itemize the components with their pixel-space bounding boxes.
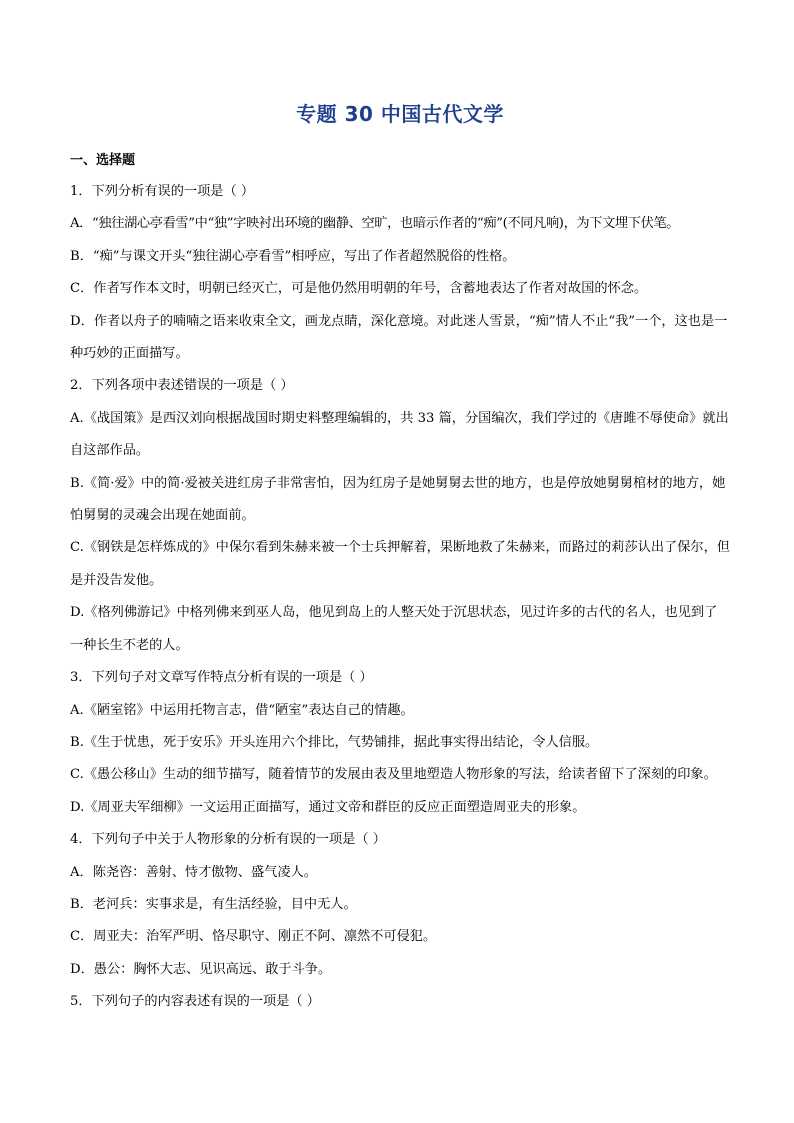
question-2-option-d: D.《格列佛游记》中格列佛来到巫人岛，他见到岛上的人整天处于沉思状态，见过许多的古代的名人，也见到了一种长生不老的人。 [70,605,718,653]
question-4 [70,824,730,986]
question-1-stem: 1．下列分析有误的一项是（ ） [70,184,255,199]
question-4-option-d: D．愚公：胸怀大志、见识高远、敢于斗争。 [70,961,332,977]
question-3-option-b: B.《生于忧患，死于安乐》开头连用六个排比，气势铺排，据此事实得出结论，令人信服。 [70,734,599,750]
question-2-option-b: B.《简·爱》中的简·爱被关进红房子非常害怕，因为红房子是她舅舅去世的地方，也是停放她舅舅棺材的地方，她怕舅舅的灵魂会出现在她面前。 [70,475,726,524]
question-3-stem: 3．下列句子对文章写作特点分析有误的一项是（ ） [70,670,373,686]
question-2 [70,370,730,662]
question-4-stem: 4．下列句子中关于人物形象的分析有误的一项是（ ） [70,832,386,848]
question-5 [70,986,730,1018]
question-2-option-a: A.《战国策》是西汉刘向根据战国时期史料整理编辑的，共 33 篇，分国编次，我们学过的《唐雎不辱使命》就出自这部作品。 [70,410,729,459]
question-5-stem: 5．下列句子的内容表述有误的一项是（ ） [70,994,320,1010]
question-1-option-c: C．作者写作本文时，明朝已经灭亡，可是他仍然用明朝的年号，含蓄地表达了作者对故国的怀念。 [70,281,648,297]
question-3 [70,662,730,824]
section-heading: 一、选择题 [70,153,136,168]
page-title: 专题 30 中国古代文学 [296,102,504,126]
question-4-option-c: C．周亚夫：治军严明、恪尽职守、刚正不阿、凛然不可侵犯。 [70,929,437,945]
question-3-option-d: D.《周亚夫军细柳》一文运用正面描写，通过文帝和群臣的反应正面塑造周亚夫的形象。 [70,799,586,815]
document-page [70,98,730,1019]
question-3-option-c: C.《愚公移山》生动的细节描写，随着情节的发展由表及里地塑造人物形象的写法，给读者留下了深刻的印象。 [70,767,717,783]
question-2-option-c: C.《钢铁是怎样炼成的》中保尔看到朱赫来被一个士兵押解着，果断地救了朱赫来，而路过的莉莎认出了保尔，但是并没告发他。 [70,540,730,588]
question-1-option-a: A．“独往湖心亭看雪”中“独”字映衬出环境的幽静、空旷，也暗示作者的“痴”(不同凡响)，为下文埋下伏笔。 [70,216,680,232]
question-4-option-a: A．陈尧咨：善射、恃才傲物、盛气凌人。 [70,864,317,880]
question-4-option-b: B．老河兵：实事求是，有生活经验，目中无人。 [70,896,357,912]
question-1 [70,176,730,370]
question-1-option-b: B．“痴”与课文开头“独往湖心亭看雪”相呼应，写出了作者超然脱俗的性格。 [70,248,516,264]
question-1-option-d: D．作者以舟子的喃喃之语来收束全文，画龙点睛，深化意境。对此迷人雪景，“痴”情人不止“我”一个，这也是一种巧妙的正面描写。 [70,313,728,362]
question-3-option-a: A.《陋室铭》中运用托物言志，借“陋室”表达自己的情趣。 [70,702,414,718]
question-2-stem: 2．下列各项中表述错误的一项是（ ） [70,378,294,394]
